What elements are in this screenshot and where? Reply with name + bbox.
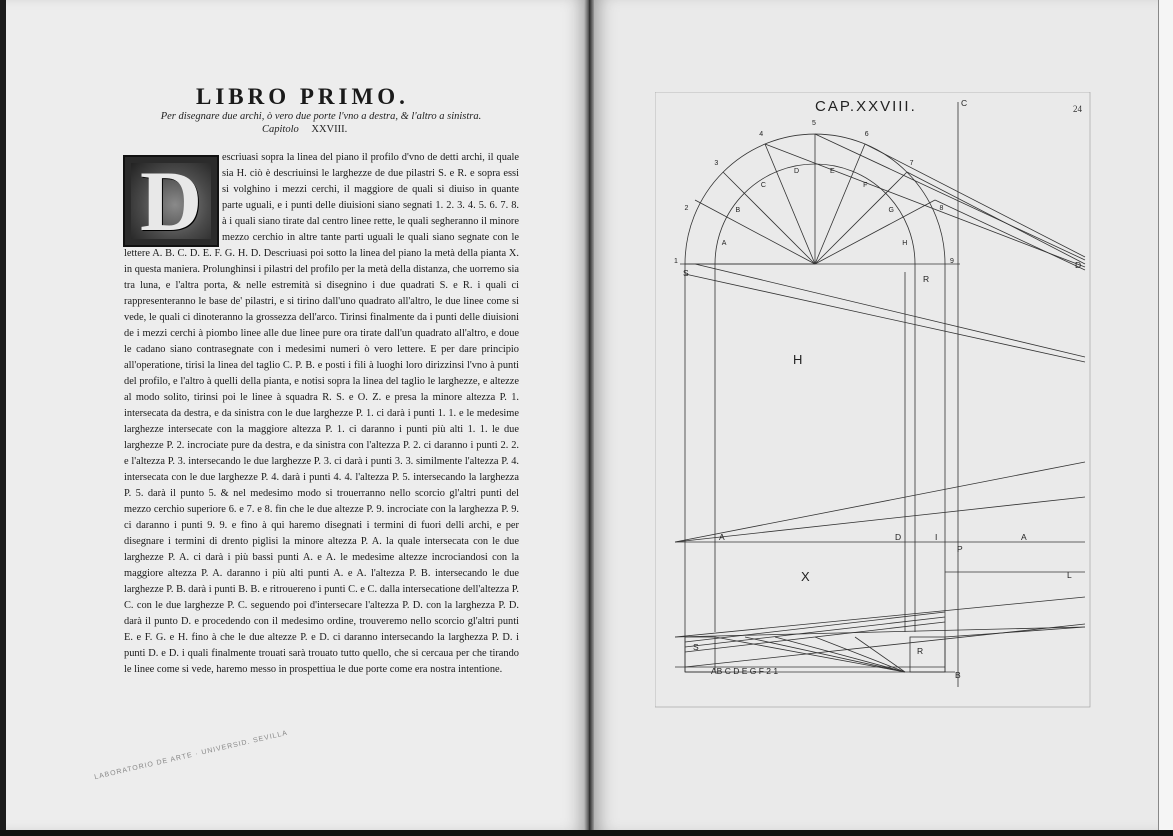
- left-page: [6, 0, 586, 830]
- chapter-heading: [262, 124, 347, 135]
- book-gutter: [584, 0, 594, 830]
- arch-number-3: 3: [714, 160, 719, 168]
- book-title: LIBRO PRIMO.: [196, 84, 409, 109]
- label-inner-i: I: [935, 532, 938, 542]
- library-stamp: LABORATORIO DE ARTE · UNIVERSID. SEVILLA: [93, 729, 289, 782]
- chapter-number: XXVIII.: [311, 124, 348, 135]
- arch-letter-g: G: [888, 206, 894, 214]
- label-cut-p: P: [957, 544, 963, 554]
- label-cut-b: B: [955, 670, 961, 680]
- label-right-d: D: [1075, 260, 1082, 270]
- arch-letter-c: C: [760, 181, 766, 189]
- engraved-plate: [655, 92, 1095, 712]
- label-inner-d: D: [895, 532, 902, 542]
- label-profile: H: [793, 352, 803, 367]
- arch-letter-b: B: [735, 206, 741, 214]
- arch-letter-f: F: [863, 181, 868, 189]
- page-number: 24: [1073, 104, 1082, 114]
- arch-number-2: 2: [684, 205, 689, 213]
- chapter-label: Capitolo: [262, 124, 299, 135]
- label-pier-r: R: [923, 274, 930, 284]
- arch-letter-h: H: [902, 240, 908, 248]
- arch-number-6: 6: [864, 130, 869, 138]
- arch-number-8: 8: [939, 205, 944, 213]
- initial-letter: D: [139, 153, 203, 249]
- label-pier-s: S: [683, 268, 689, 278]
- arch-letter-a: A: [721, 240, 727, 248]
- arch-perspective-diagram: [655, 92, 1095, 712]
- label-inner-a: A: [719, 532, 725, 542]
- arch-number-7: 7: [909, 160, 914, 168]
- plate-title: CAP.XXVIII.: [815, 98, 917, 115]
- label-right-a: A: [1021, 532, 1027, 542]
- arch-number-5: 5: [812, 120, 816, 127]
- label-bottom-scale: AB C D E G F 2 1: [711, 666, 779, 676]
- chapter-body-text: [124, 150, 519, 675]
- body-paragraph: escriuasi sopra la linea del piano il profilo d'vno de detti archi, il quale sia H. ciò è descriuinsi le larghezze de due pilastri S. e R. e sopra essi si volghino i mezzi cerchi, il maggiore de quali si diuiso in quante parte uguali, e i punti delle diuisioni siano segnati 1. 2. 3. 4. 5. 6. 7. 8. à i quali siano tirate dal centro linee rette, le quali segheranno il minore mezzo cerchio in altre tante parti uguali le quali siano segnate con le lettere A. B. C. D. E. F. G. H. D. Descriuasi poi sotto la linea del piano la metà della pianta X. in questa maniera. Prolunghinsi i pilastri del profilo per la metà della distanza, che uorremo sia tra luna, e l'altra porta, & nelle estremità si disegnino i due quadrati S. e R. i quali ci rappresenteranno le base de' pilastri, e si tirino dall'uno quadrato all'altro, le due linee come si vede, le quali ci dinoteranno la grossezza dell'arco. Tirinsi finalmente da i punti delle diuisioni de i mezzi cerchi à piombo linee alle due linee pure ora tirate dall'un quadrato all'altro, e doue le cadano siano contrasegnate con i medesimi numeri ò vero lettere. E per dare principio all'operatione, tirisi la linea del taglio C. P. B. e posti i fili à luoghi loro dirizzinsi l'vno à punti del profilo, e l'altro à quelli della pianta, e notisi sopra la linea del taglio le larghezze, e altezze al modo solito, tirinsi poi le linee à squadra R. S. e O. Z. e presa la minore altezza P. 1. intersecata da destra, e da sinistra con le due larghezze P. 1. ci darà i punti 1. 1. e le medesime larghezze intersecate con la maggiore altezza P. 1. ci daranno i punti più alti 1. 1. le due larghezze P. 2. incrociate pure da destra, e da sinistra con l'altezza P. 2. ci daranno i punti 2. 2. e l'altezza P. 3. intersecando le due larghezze P. 3. ci darà i punti 3. 3. similmente l'altezza P. 4. intersecata con le due larghezze P. 4. darà i punti 4. 4. l'altezza P. 5. intersecando la larghezza P. 5. darà il punto 5. & nel medesimo modo si trouerranno nello scorcio gl'altri punti del mezzo cerchio superiore 6. e 7. e 8. fin che le due altezze P. 9. incrociate con la larghezza P. 9. ci daranno i punti 9. 9. e fino à qui haremo disegnati i termini di fuori delli archi, e per disegnare i termini di drento piglisi la minore altezza P. A. la quale intersecata con le due larghezze P. A. ci darà i più bassi punti A. e A. le medesime altezze incrociandosi con la maggiore altezza P. A. daranno i più alti punti A. e A. l'altezza P. B. intersecando le due larghezze P. B. darà i punti B. B. e ritrouereno i punti C. e C. dalla intersecatione dell'altezza P. C. con le due larghezze P. C. seguendo poi d'intersecare l'altezza P. D. con la larghezza P. D. darà il punto D. e procedendo con il medesimo ordine, trouveremo nello scorcio gl'altri punti E. e F. G. e H. fino à che le due altezze P. e D. ci daranno intersecando la larghezza P. D. i punti D. e D. i quali finalmente trouati sarà trouato tutto quello, che si cercaua per che tirando le linee come si vede, haremo messo in prospettiua le due porte come era nostra intentione.: [124, 152, 519, 675]
- chapter-subtitle: Per disegnare due archi, ò vero due porte l'vno a destra, & l'altro a sinistra.: [160, 111, 482, 122]
- label-plan-r: R: [917, 646, 924, 656]
- arch-number-4: 4: [759, 130, 764, 138]
- label-right-l: L: [1067, 570, 1072, 580]
- window-edge: [1158, 0, 1173, 836]
- initial-spacer: [124, 150, 222, 244]
- arch-letter-d: D: [794, 167, 800, 175]
- window-bottom-edge: [0, 830, 1173, 836]
- label-cut-c: C: [961, 98, 968, 108]
- arch-number-1: 1: [674, 258, 678, 265]
- label-plan-s: S: [693, 642, 699, 652]
- label-plan: X: [801, 569, 810, 584]
- arch-letter-e: E: [829, 167, 835, 175]
- arch-number-9: 9: [950, 258, 954, 265]
